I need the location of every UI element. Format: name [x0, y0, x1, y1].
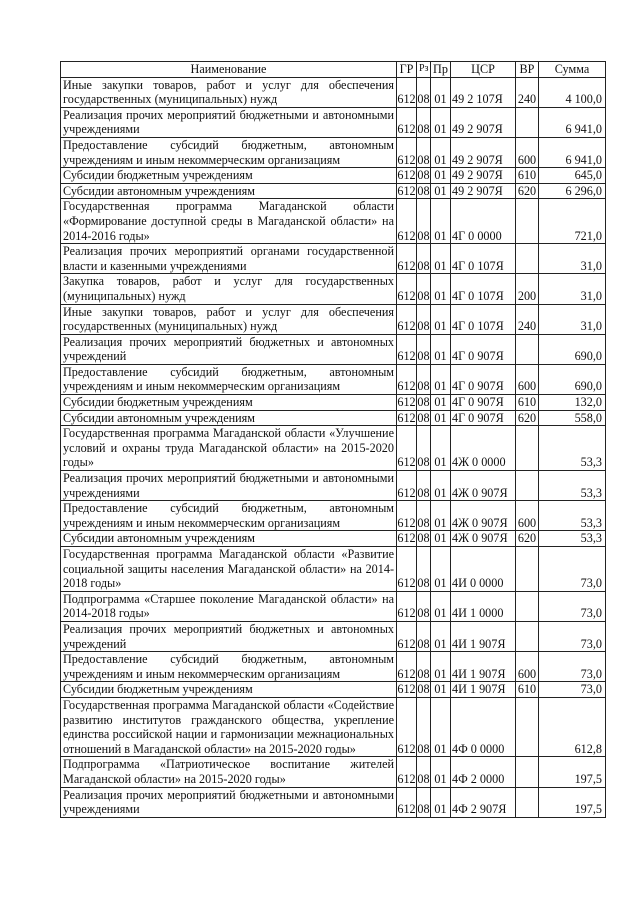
row-sum: 31,0 — [539, 274, 606, 304]
row-rz: 08 — [417, 274, 431, 304]
row-rz: 08 — [417, 77, 431, 107]
row-name: Предоставление субсидий бюджетным, автономным учреждениям и иным некоммерческим организациям — [61, 364, 397, 394]
row-vr — [516, 107, 539, 137]
row-vr — [516, 697, 539, 756]
row-gr: 612 — [397, 591, 417, 621]
table-row — [61, 168, 606, 184]
row-rz: 08 — [417, 107, 431, 137]
row-sum: 31,0 — [539, 304, 606, 334]
row-gr: 612 — [397, 274, 417, 304]
row-rz: 08 — [417, 395, 430, 410]
row-gr: 612 — [397, 183, 416, 198]
table-row — [61, 531, 606, 547]
row-sum: 53,3 — [539, 501, 606, 531]
row-gr: 612 — [397, 77, 417, 107]
row-gr: 612 — [397, 168, 416, 183]
row-name: Субсидии автономным учреждениям — [61, 531, 397, 547]
row-rz: 08 — [417, 471, 431, 501]
row-pr: 01 — [431, 395, 451, 411]
row-vr — [516, 426, 539, 471]
row-rz: 08 — [417, 183, 430, 198]
row-vr — [516, 591, 539, 621]
row-pr: 01 — [431, 787, 451, 817]
row-csr: 4Г 0 107Я — [451, 244, 516, 274]
row-rz: 08 — [417, 621, 431, 651]
row-rz: 08 — [417, 757, 431, 787]
row-sum: 53,3 — [539, 531, 606, 547]
row-rz: 08 — [417, 199, 431, 244]
row-rz: 08 — [417, 334, 431, 364]
row-pr: 01 — [431, 652, 451, 682]
table-row — [61, 137, 606, 167]
budget-table — [60, 61, 606, 818]
row-csr: 4Ф 2 907Я — [451, 787, 516, 817]
row-name: Субсидии автономным учреждениям — [61, 410, 397, 426]
row-csr: 4Ж 0 907Я — [451, 471, 516, 501]
row-pr: 01 — [431, 137, 451, 167]
row-vr: 620 — [516, 531, 539, 547]
row-gr: 612 — [397, 244, 417, 274]
row-gr: 612 — [397, 426, 417, 471]
row-rz: 08 — [417, 501, 431, 531]
row-rz: 08 — [417, 426, 431, 471]
table-row — [61, 547, 606, 592]
row-pr: 01 — [431, 531, 451, 547]
header-gr: ГР — [397, 62, 417, 78]
table-row — [61, 77, 606, 107]
row-name: Субсидии бюджетным учреждениям — [61, 395, 397, 411]
row-vr: 200 — [516, 274, 539, 304]
row-gr: 612 — [397, 471, 417, 501]
table-row — [61, 471, 606, 501]
row-vr: 620 — [516, 410, 539, 426]
row-csr: 4Ф 2 0000 — [451, 757, 516, 787]
row-csr: 4И 1 907Я — [451, 621, 516, 651]
row-pr: 01 — [431, 426, 451, 471]
row-sum: 53,3 — [539, 471, 606, 501]
row-gr: 612 — [397, 137, 417, 167]
row-csr: 4Г 0 907Я — [451, 334, 516, 364]
row-csr: 4Ж 0 907Я — [451, 531, 516, 547]
row-name: Государственная программа Магаданской области «Развитие социальной защиты населения Магаданской области» на 2014-2018 годы» — [61, 547, 397, 592]
table-row — [61, 199, 606, 244]
row-vr — [516, 244, 539, 274]
row-csr: 49 2 107Я — [451, 77, 516, 107]
row-pr: 01 — [431, 547, 451, 592]
row-csr: 4Г 0 907Я — [451, 364, 516, 394]
row-name: Реализация прочих мероприятий бюджетных и автономных учреждений — [61, 334, 397, 364]
table-row — [61, 364, 606, 394]
row-csr: 49 2 907Я — [451, 107, 516, 137]
row-gr: 612 — [397, 364, 417, 394]
row-sum: 558,0 — [539, 410, 606, 426]
row-vr — [516, 787, 539, 817]
row-csr: 4Ф 0 0000 — [451, 697, 516, 756]
row-name: Государственная программа Магаданской области «Формирование доступной среды в Магаданской области» на 2014-2016 годы» — [61, 199, 397, 244]
row-sum: 197,5 — [539, 787, 606, 817]
row-gr: 612 — [397, 757, 417, 787]
row-name: Предоставление субсидий бюджетным, автономным учреждениям и иным некоммерческим организациям — [61, 652, 397, 682]
row-gr: 612 — [397, 547, 417, 592]
row-gr: 612 — [397, 501, 417, 531]
table-row — [61, 107, 606, 137]
table-row — [61, 410, 606, 426]
row-name: Закупка товаров, работ и услуг для государственных (муниципальных) нужд — [61, 274, 397, 304]
table-row — [61, 304, 606, 334]
table-row — [61, 395, 606, 411]
row-pr: 01 — [431, 274, 451, 304]
row-sum: 132,0 — [539, 395, 606, 411]
row-pr: 01 — [431, 410, 451, 426]
row-rz: 08 — [417, 682, 430, 697]
row-pr: 01 — [431, 621, 451, 651]
row-vr: 610 — [516, 168, 539, 184]
row-csr: 4Ж 0 0000 — [451, 426, 516, 471]
row-sum: 6 941,0 — [539, 107, 606, 137]
row-rz: 08 — [417, 531, 430, 546]
row-sum: 690,0 — [539, 364, 606, 394]
header-pr: Пр — [431, 62, 451, 78]
row-csr: 49 2 907Я — [451, 168, 516, 184]
row-pr: 01 — [431, 304, 451, 334]
row-gr: 612 — [397, 682, 416, 697]
row-gr: 612 — [397, 697, 417, 756]
row-sum: 612,8 — [539, 697, 606, 756]
row-gr: 612 — [397, 787, 417, 817]
row-rz: 08 — [417, 137, 431, 167]
row-sum: 73,0 — [539, 652, 606, 682]
row-pr: 01 — [431, 334, 451, 364]
row-csr: 4Г 0 907Я — [451, 410, 516, 426]
row-csr: 4Г 0 0000 — [451, 199, 516, 244]
table-row — [61, 757, 606, 787]
row-rz: 08 — [417, 244, 431, 274]
row-sum: 73,0 — [539, 621, 606, 651]
header-sum: Сумма — [539, 62, 606, 78]
row-rz: 08 — [417, 304, 431, 334]
row-pr: 01 — [431, 244, 451, 274]
header-rz: Рз — [417, 62, 431, 78]
row-vr: 610 — [516, 395, 539, 411]
row-sum: 73,0 — [539, 682, 606, 698]
row-rz: 08 — [417, 652, 431, 682]
row-pr: 01 — [431, 168, 451, 184]
row-pr: 01 — [431, 682, 451, 698]
row-name: Иные закупки товаров, работ и услуг для обеспечения государственных (муниципальных) нужд — [61, 77, 397, 107]
row-rz: 08 — [417, 547, 431, 592]
row-gr: 612 — [397, 199, 417, 244]
row-name: Субсидии бюджетным учреждениям — [61, 682, 397, 698]
row-pr: 01 — [431, 591, 451, 621]
row-name: Подпрограмма «Патриотическое воспитание жителей Магаданской области» на 2015-2020 годы» — [61, 757, 397, 787]
row-pr: 01 — [431, 77, 451, 107]
row-name: Реализация прочих мероприятий бюджетными и автономными учреждениями — [61, 107, 397, 137]
row-gr: 612 — [397, 410, 416, 425]
table-row — [61, 334, 606, 364]
table-row — [61, 652, 606, 682]
row-rz: 08 — [417, 591, 431, 621]
row-csr: 49 2 907Я — [451, 183, 516, 199]
row-rz: 08 — [417, 168, 430, 183]
row-name: Предоставление субсидий бюджетным, автономным учреждениям и иным некоммерческим организациям — [61, 137, 397, 167]
row-gr: 612 — [397, 304, 417, 334]
table-row — [61, 787, 606, 817]
row-sum: 53,3 — [539, 426, 606, 471]
row-rz: 08 — [417, 697, 431, 756]
row-gr: 612 — [397, 652, 417, 682]
row-sum: 690,0 — [539, 334, 606, 364]
row-csr: 4Г 0 107Я — [451, 304, 516, 334]
row-sum: 31,0 — [539, 244, 606, 274]
row-name: Субсидии автономным учреждениям — [61, 183, 397, 199]
table-row — [61, 244, 606, 274]
row-vr — [516, 334, 539, 364]
row-csr: 4И 1 907Я — [451, 652, 516, 682]
row-vr — [516, 471, 539, 501]
table-row — [61, 621, 606, 651]
row-sum: 73,0 — [539, 547, 606, 592]
row-name: Реализация прочих мероприятий бюджетными и автономными учреждениями — [61, 787, 397, 817]
row-gr: 612 — [397, 531, 416, 546]
header-vr: ВР — [516, 62, 539, 78]
row-gr: 612 — [397, 334, 417, 364]
row-csr: 49 2 907Я — [451, 137, 516, 167]
row-vr: 620 — [516, 183, 539, 199]
row-csr: 4И 1 907Я — [451, 682, 516, 698]
row-vr: 600 — [516, 652, 539, 682]
row-pr: 01 — [431, 757, 451, 787]
row-csr: 4И 1 0000 — [451, 591, 516, 621]
row-pr: 01 — [431, 697, 451, 756]
row-sum: 721,0 — [539, 199, 606, 244]
row-vr: 600 — [516, 501, 539, 531]
row-vr — [516, 757, 539, 787]
row-sum: 4 100,0 — [539, 77, 606, 107]
row-vr — [516, 199, 539, 244]
row-vr: 610 — [516, 682, 539, 698]
row-csr: 4Г 0 107Я — [451, 274, 516, 304]
row-pr: 01 — [431, 199, 451, 244]
row-name: Подпрограмма «Старшее поколение Магаданской области» на 2014-2018 годы» — [61, 591, 397, 621]
header-name: Наименование — [61, 62, 397, 78]
table-header-row — [61, 62, 606, 78]
row-gr: 612 — [397, 621, 417, 651]
row-rz: 08 — [417, 364, 431, 394]
row-name: Государственная программа Магаданской области «Содействие развитию институтов гражданского общества, укрепление единства российской нации и гармонизации межнациональных отношений в Магаданской области» на 2015-2020 годы» — [61, 697, 397, 756]
row-sum: 73,0 — [539, 591, 606, 621]
row-vr: 240 — [516, 77, 539, 107]
table-row — [61, 274, 606, 304]
row-sum: 645,0 — [539, 168, 606, 184]
row-pr: 01 — [431, 471, 451, 501]
row-csr: 4Ж 0 907Я — [451, 501, 516, 531]
table-row — [61, 697, 606, 756]
row-rz: 08 — [417, 787, 431, 817]
row-name: Субсидии бюджетным учреждениям — [61, 168, 397, 184]
row-name: Государственная программа Магаданской области «Улучшение условий и охраны труда Магаданской области» на 2015-2020 годы» — [61, 426, 397, 471]
row-pr: 01 — [431, 183, 451, 199]
row-name: Реализация прочих мероприятий бюджетных и автономных учреждений — [61, 621, 397, 651]
row-rz: 08 — [417, 410, 430, 425]
row-vr — [516, 547, 539, 592]
row-vr: 600 — [516, 364, 539, 394]
row-sum: 197,5 — [539, 757, 606, 787]
row-pr: 01 — [431, 364, 451, 394]
row-csr: 4Г 0 907Я — [451, 395, 516, 411]
table-row — [61, 183, 606, 199]
row-sum: 6 296,0 — [539, 183, 606, 199]
row-pr: 01 — [431, 107, 451, 137]
row-gr: 612 — [397, 395, 416, 410]
table-row — [61, 591, 606, 621]
row-pr: 01 — [431, 501, 451, 531]
table-row — [61, 426, 606, 471]
header-csr: ЦСР — [451, 62, 516, 78]
row-name: Реализация прочих мероприятий бюджетными и автономными учреждениями — [61, 471, 397, 501]
budget-page — [60, 61, 605, 818]
table-row — [61, 682, 606, 698]
row-vr — [516, 621, 539, 651]
table-row — [61, 501, 606, 531]
row-vr: 600 — [516, 137, 539, 167]
row-name: Реализация прочих мероприятий органами государственной власти и казенными учреждениями — [61, 244, 397, 274]
row-gr: 612 — [397, 107, 417, 137]
row-name: Предоставление субсидий бюджетным, автономным учреждениям и иным некоммерческим организациям — [61, 501, 397, 531]
row-sum: 6 941,0 — [539, 137, 606, 167]
row-name: Иные закупки товаров, работ и услуг для обеспечения государственных (муниципальных) нужд — [61, 304, 397, 334]
row-vr: 240 — [516, 304, 539, 334]
row-csr: 4И 0 0000 — [451, 547, 516, 592]
